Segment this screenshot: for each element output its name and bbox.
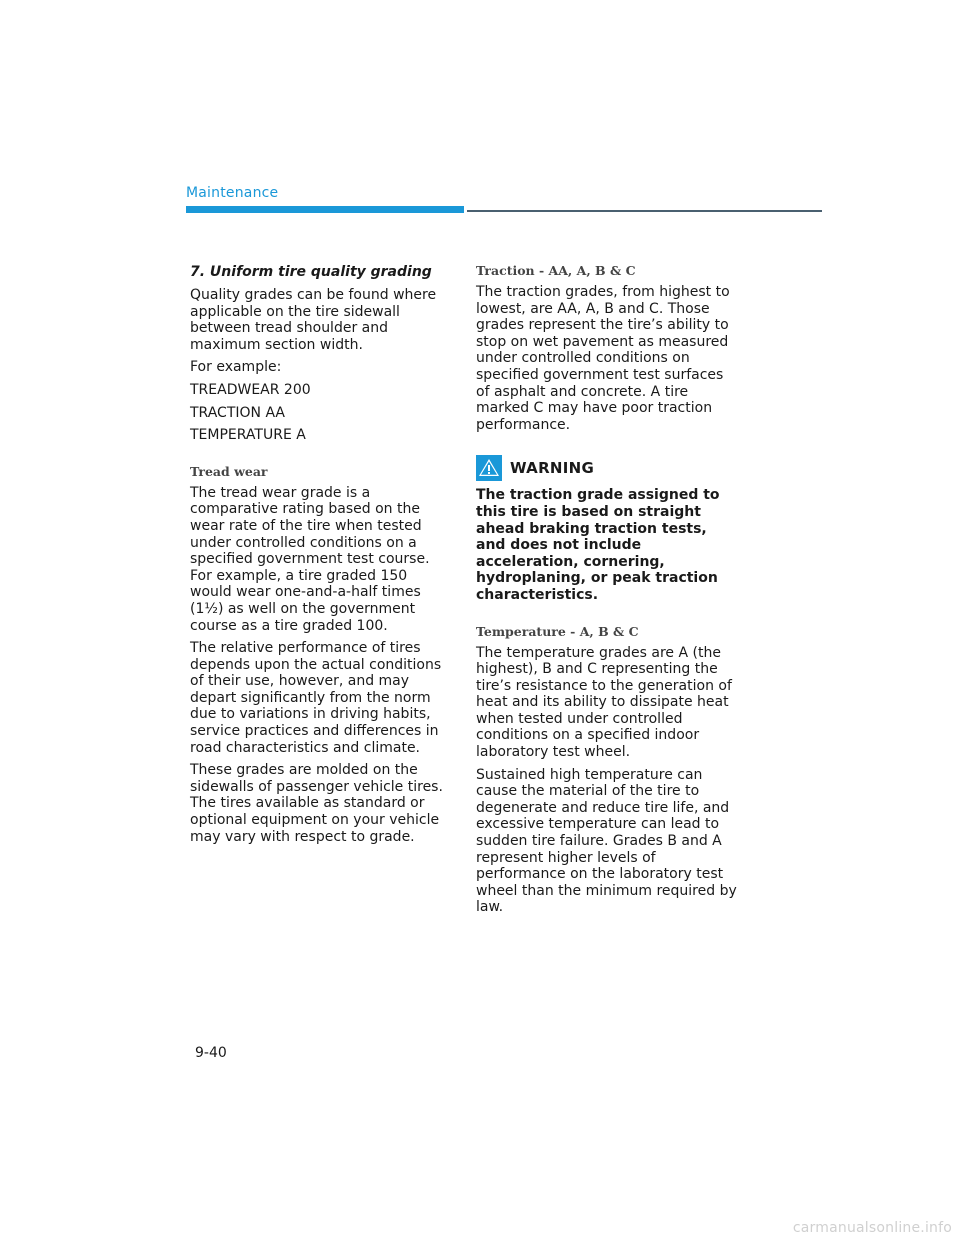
- header-rule-accent: [186, 206, 464, 213]
- example-temperature: TEMPERATURE A: [190, 427, 306, 444]
- temperature-heading: Temperature - A, B & C: [476, 623, 639, 639]
- header-rule: [467, 210, 822, 212]
- tread-wear-paragraph-3: These grades are molded on the sidewalls of passenger vehicle tires. The tires available as standard or optional equipment on your vehicle may vary with respect to grade.: [190, 762, 443, 845]
- left-column: [190, 263, 452, 851]
- tread-wear-paragraph-2: The relative performance of tires depends upon the actual conditions of their use, however, and may depart significantly from the norm due to variations in driving habits, service practices and differences in road characteristics and climate.: [190, 640, 442, 756]
- example-traction: TRACTION AA: [190, 404, 285, 421]
- watermark: carmanualsonline.info: [792, 1220, 952, 1236]
- section-title: Maintenance: [186, 185, 279, 201]
- intro-paragraph: Quality grades can be found where applicable on the tire sidewall between tread shoulder and maximum section width.: [190, 287, 437, 353]
- temperature-paragraph-1: The temperature grades are A (the highest), B and C representing the tire’s resistance to the generation of heat and its ability to dissipate heat when tested under controlled conditions on a specified indoor laboratory test wheel.: [476, 644, 732, 761]
- uniform-grading-heading: 7. Uniform tire quality grading: [190, 264, 432, 280]
- warning-triangle-icon: [476, 455, 502, 481]
- tread-wear-paragraph-1: The tread wear grade is a comparative rating based on the wear rate of the tire when tested under controlled conditions on a specified government test course. For example, a tire graded 150 would wear one-and-a-half times (1½) as well on the government course as a tire graded 100.: [190, 484, 430, 634]
- right-column: [476, 263, 738, 922]
- traction-heading: Traction - AA, A, B & C: [476, 263, 636, 278]
- warning-title: WARNING: [510, 459, 595, 478]
- warning-header: [476, 455, 738, 481]
- tread-wear-heading: Tread wear: [190, 463, 268, 479]
- example-treadwear: TREADWEAR 200: [190, 381, 311, 398]
- warning-text: The traction grade assigned to this tire is based on straight ahead braking traction tests, and does not include acceleration, cornering, hydroplaning, or peak traction characteristics.: [476, 487, 720, 603]
- example-label: For example:: [190, 359, 282, 376]
- page-number: 9-40: [195, 1045, 227, 1061]
- temperature-paragraph-2: Sustained high temperature can cause the material of the tire to degenerate and reduce tire life, and excessive temperature can lead to sudden tire failure. Grades B and A represent higher levels of performance on the laboratory test wheel than the minimum required by law.: [476, 766, 737, 916]
- traction-paragraph: The traction grades, from highest to lowest, are AA, A, B and C. Those grades represent the tire’s ability to stop on wet pavement as measured under controlled conditions on specified government test surfaces of asphalt and concrete. A tire marked C may have poor traction performance.: [476, 284, 730, 433]
